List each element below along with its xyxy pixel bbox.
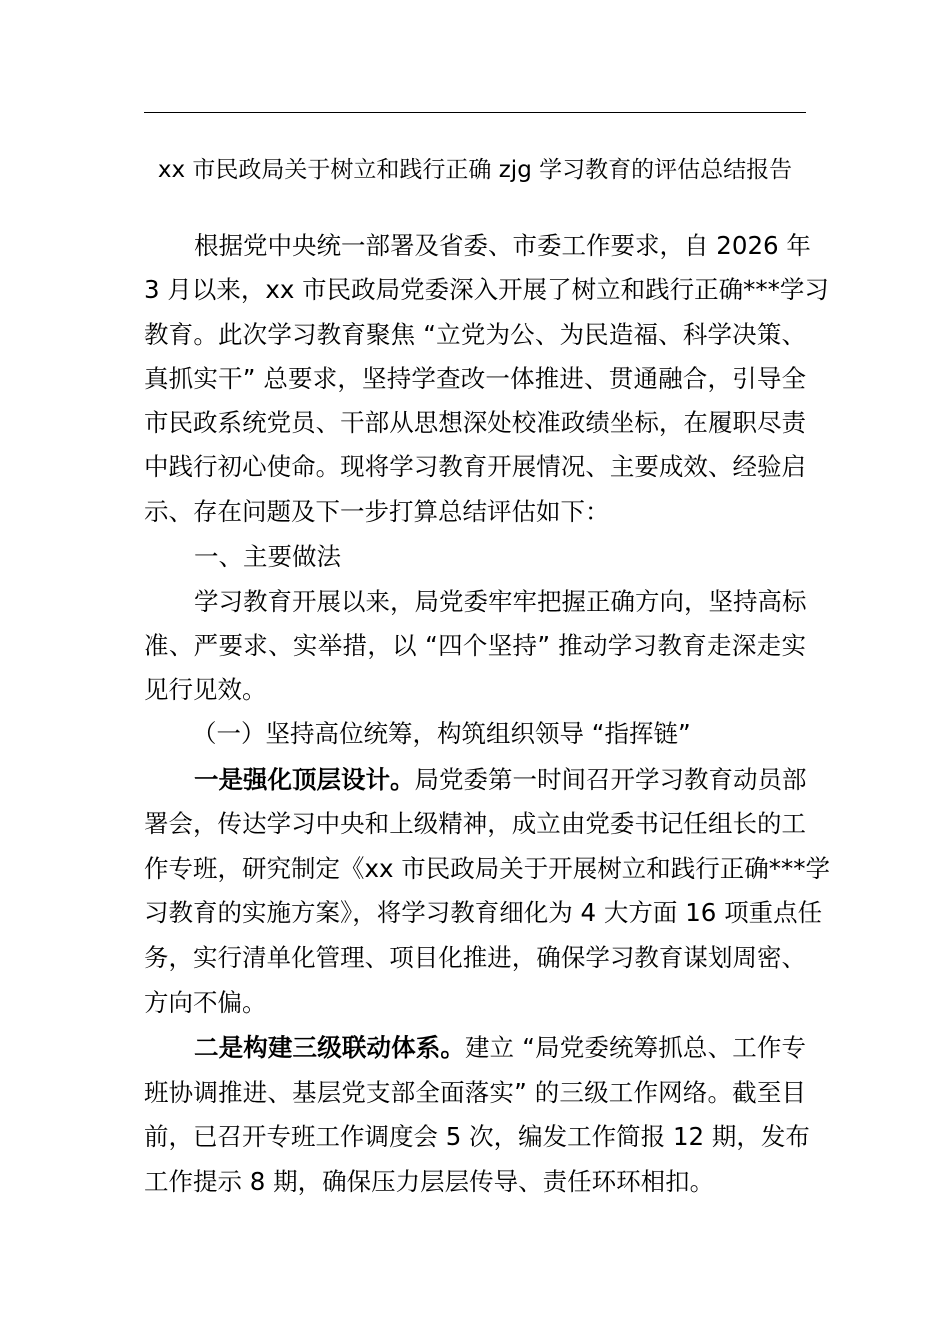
body-line — [194, 1025, 806, 1071]
line-text: 方向不偏。 — [144, 988, 267, 1017]
line-text: 3 月以来，xx 市民政局党委深入开展了树立和践行正确***学习 — [144, 275, 829, 304]
header-rule — [144, 112, 806, 113]
lead-phrase: 一是强化顶层设计。 — [194, 765, 415, 794]
body-line — [144, 1114, 810, 1160]
line-text: 根据党中央统一部署及省委、市委工作要求，自 2026 年 — [194, 231, 811, 260]
body-line — [144, 980, 806, 1026]
line-text: 学习教育开展以来，局党委牢牢把握正确方向，坚持高标 — [194, 587, 807, 616]
body-line — [192, 711, 806, 757]
body-line — [144, 400, 806, 446]
line-text: 准、严要求、实举措，以 “四个坚持” 推动学习教育走深走实 — [144, 631, 806, 660]
body-line — [194, 757, 806, 803]
body-line — [194, 579, 806, 625]
body-line — [144, 890, 823, 936]
body-line — [144, 667, 806, 713]
body-line — [144, 1070, 806, 1116]
body-line — [144, 1159, 806, 1205]
body-line — [144, 312, 806, 358]
line-text: 习教育的实施方案》，将学习教育细化为 4 大方面 16 项重点任 — [144, 898, 823, 927]
body-line — [144, 935, 806, 981]
body-line — [144, 267, 829, 313]
line-text: 教育。此次学习教育聚焦 “立党为公、为民造福、科学决策、 — [144, 320, 806, 349]
line-text: 示、存在问题及下一步打算总结评估如下： — [144, 497, 610, 526]
line-text: 真抓实干” 总要求，坚持学查改一体推进、贯通融合，引导全 — [144, 364, 806, 393]
body-line — [144, 801, 806, 847]
line-text: 局党委第一时间召开学习教育动员部 — [414, 765, 807, 794]
line-text: 一、主要做法 — [194, 542, 341, 571]
body-line — [144, 356, 806, 402]
body-line — [144, 846, 831, 892]
body-line — [194, 534, 806, 580]
line-text: 中践行初心使命。现将学习教育开展情况、主要成效、经验启 — [144, 452, 806, 481]
body-line — [144, 444, 806, 490]
body-line — [194, 223, 811, 269]
line-text: 工作提示 8 期，确保压力层层传导、责任环环相扣。 — [144, 1167, 715, 1196]
line-text: 前，已召开专班工作调度会 5 次，编发工作简报 12 期，发布 — [144, 1122, 810, 1151]
line-text: 市民政系统党员、干部从思想深处校准政绩坐标，在履职尽责 — [144, 408, 806, 437]
line-text: （一）坚持高位统筹，构筑组织领导 “指挥链” — [192, 719, 691, 748]
line-text: 见行见效。 — [144, 675, 267, 704]
body-line — [144, 489, 806, 535]
line-text: 作专班，研究制定《xx 市民政局关于开展树立和践行正确***学 — [144, 854, 831, 883]
lead-phrase: 二是构建三级联动体系。 — [194, 1033, 466, 1062]
body-line — [144, 623, 806, 669]
line-text: 建立 “局党委统筹抓总、工作专 — [465, 1033, 806, 1062]
line-text: 务，实行清单化管理、项目化推进，确保学习教育谋划周密、 — [144, 943, 806, 972]
line-text: 班协调推进、基层党支部全面落实” 的三级工作网络。截至目 — [144, 1078, 806, 1107]
line-text: 署会，传达学习中央和上级精神，成立由党委书记任组长的工 — [144, 809, 806, 838]
document-title: xx 市民政局关于树立和践行正确 zjg 学习教育的评估总结报告 — [157, 157, 793, 183]
